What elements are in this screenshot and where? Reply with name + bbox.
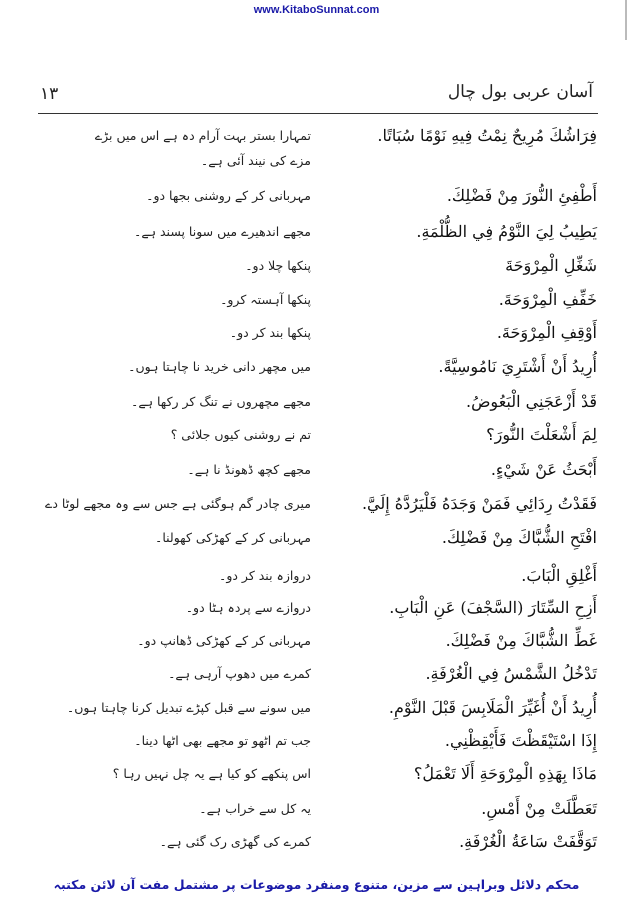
- arabic-phrase: إِذَا اسْتَيْقَظْتَ فَأَيْقِظْنِي.: [444, 731, 597, 750]
- arabic-phrase: مَاذَا بِهَذِهِ الْمِرْوَحَةِ أَلَا تَعْمَلُ؟: [413, 764, 597, 783]
- entry-row: [0, 392, 633, 418]
- urdu-translation: میری چادر گم ہوگئی ہے جس سے وہ مجھے لوٹا دے: [45, 496, 311, 511]
- arabic-phrase: أَبْحَثُ عَنْ شَيْءٍ.: [490, 460, 597, 479]
- entry-row: [0, 153, 633, 179]
- entry-row: [0, 799, 633, 825]
- arabic-phrase: افْتَحِ الشُّبَّاكَ مِنْ فَضْلِكَ.: [441, 528, 597, 547]
- arabic-phrase: يَطِيبُ لِيَ النَّوْمُ فِي الظُّلْمَةِ.: [416, 222, 597, 241]
- header-rule: [38, 113, 598, 114]
- arabic-phrase: لِمَ أَشْعَلْتَ النُّورَ؟: [486, 425, 597, 444]
- entry-row: [0, 832, 633, 858]
- entry-row: [0, 186, 633, 212]
- urdu-translation: مہربانی کر کے روشنی بجھا دو۔: [146, 188, 311, 203]
- site-url: www.KitaboSunnat.com: [253, 4, 380, 16]
- arabic-phrase: أَطْفِئِ النُّورَ مِنْ فَضْلِكَ.: [446, 186, 597, 205]
- urdu-translation: کمرے میں دھوپ آرہی ہے۔: [168, 666, 311, 681]
- urdu-translation: تم نے روشنی کیوں جلائی ؟: [170, 427, 311, 442]
- arabic-phrase: أَزِحِ السِّتَارَ (السَّجْفَ) عَنِ الْبَابِ.: [389, 598, 597, 617]
- urdu-translation: دروازے سے پردہ ہٹا دو۔: [185, 600, 311, 615]
- arabic-phrase: فِرَاشُكَ مُرِيحٌ نِمْتُ فِيهِ نَوْمًا سُبَاتًا.: [377, 126, 597, 145]
- urdu-translation: کمرے کی گھڑی رک گئی ہے۔: [159, 834, 311, 849]
- entry-row: [0, 698, 633, 724]
- entry-row: [0, 290, 633, 316]
- urdu-translation: دروازہ بند کر دو۔: [219, 568, 311, 583]
- entry-row: [0, 731, 633, 757]
- urdu-translation: مجھے اندھیرے میں سونا پسند ہے۔: [134, 224, 311, 239]
- urdu-translation: مہربانی کر کے کھڑکی ڈھانپ دو۔: [137, 633, 311, 648]
- urdu-translation: مہربانی کر کے کھڑکی کھولنا۔: [155, 530, 311, 545]
- urdu-translation: پنکھا آہستہ کرو۔: [220, 292, 311, 307]
- urdu-translation: یہ کل سے خراب ہے۔: [199, 801, 311, 816]
- entry-row: [0, 528, 633, 554]
- entry-row: [0, 126, 633, 152]
- page-number: ۱۳: [40, 84, 59, 104]
- entry-row: [0, 357, 633, 383]
- entry-row: [0, 598, 633, 624]
- urdu-translation: تمہارا بستر بہت آرام دہ ہے اس میں بڑے: [94, 128, 311, 143]
- urdu-translation: میں مچھر دانی خرید نا چاہتا ہوں۔: [128, 359, 311, 374]
- entry-row: [0, 764, 633, 790]
- running-title: آسان عربی بول چال: [447, 82, 593, 102]
- urdu-translation: مزے کی نیند آئی ہے۔: [200, 153, 311, 168]
- urdu-translation: مجھے کچھ ڈھونڈ نا ہے۔: [187, 462, 311, 477]
- footer-tagline: محکم دلائل وبراہین سے مزین، متنوع ومنفرد موضوعات پر مشتمل مفت آن لائن مکتبہ: [53, 877, 580, 892]
- entry-row: [0, 460, 633, 486]
- urdu-translation: مجھے مچھروں نے تنگ کر رکھا ہے۔: [131, 394, 311, 409]
- arabic-phrase: أُرِيدُ أَنْ أُغَيِّرَ الْمَلَابِسَ قَبْلَ النَّوْمِ.: [388, 698, 597, 717]
- arabic-phrase: تَدْخُلُ الشَّمْسُ فِي الْغُرْفَةِ.: [425, 664, 597, 683]
- arabic-phrase: قَدْ أَزْعَجَنِي الْبَعُوضُ.: [466, 392, 597, 411]
- arabic-phrase: شَغِّلِ الْمِرْوَحَةَ: [505, 256, 597, 275]
- entry-row: [0, 494, 633, 520]
- arabic-phrase: أَغْلِقِ الْبَابَ.: [521, 566, 597, 585]
- arabic-phrase: تَوَقَّفَتْ سَاعَةُ الْغُرْفَةِ.: [459, 832, 597, 851]
- entry-row: [0, 631, 633, 657]
- entry-row: [0, 664, 633, 690]
- urdu-translation: پنکھا چلا دو۔: [245, 258, 311, 273]
- arabic-phrase: أُرِيدُ أَنْ أَشْتَرِيَ نَامُوسِيَّةً.: [438, 357, 597, 376]
- entry-row: [0, 222, 633, 248]
- arabic-phrase: خَفِّفِ الْمِرْوَحَةَ.: [498, 290, 597, 309]
- arabic-phrase: تَعَطَّلَتْ مِنْ أَمْسِ.: [481, 799, 597, 818]
- urdu-translation: میں سونے سے قبل کپڑے تبدیل کرنا چاہتا ہوں۔: [66, 700, 311, 715]
- arabic-phrase: غَطِّ الشُّبَّاكَ مِنْ فَضْلِكَ.: [445, 631, 597, 650]
- entry-row: [0, 566, 633, 592]
- entry-row: [0, 425, 633, 451]
- urdu-translation: اس پنکھے کو کیا ہے یہ چل نہیں رہا ؟: [112, 766, 311, 781]
- entry-row: [0, 323, 633, 349]
- arabic-phrase: فَقَدْتُ رِدَائِي فَمَنْ وَجَدَهُ فَلْيَرُدَّهُ إِلَيَّ.: [361, 494, 597, 513]
- urdu-translation: جب تم اٹھو تو مجھے بھی اٹھا دینا۔: [134, 733, 311, 748]
- urdu-translation: پنکھا بند کر دو۔: [229, 325, 311, 340]
- arabic-phrase: أَوْقِفِ الْمِرْوَحَةَ.: [496, 323, 597, 342]
- entry-row: [0, 256, 633, 282]
